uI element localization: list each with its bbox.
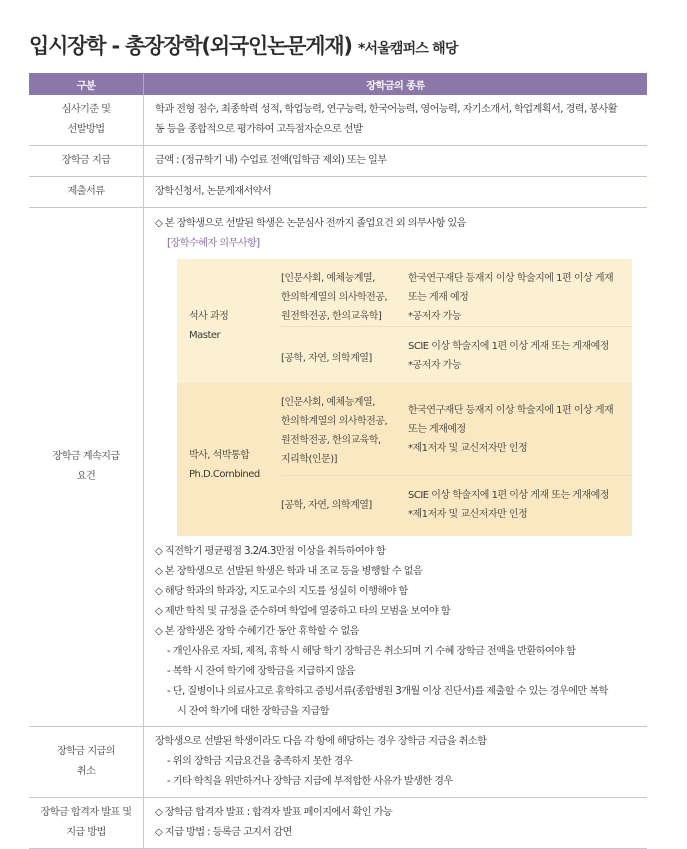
row-label: 제출서류 [29,177,144,208]
condition-item: ◇ 본 장학생은 장학 수혜기간 동안 휴학할 수 없음 [155,626,359,637]
page-title-note: *서울캠퍼스 해당 [357,41,458,57]
page-title [29,30,458,60]
header-scholarship-type: 장학금의 종류 [144,73,648,95]
row-value: ◇ 장학금 합격자 발표 : 합격자 발표 페이지에서 확인 가능 ◇ 지급 방법 : 등록금 고지서 감면 [144,798,648,849]
leave-rule: - 개인사유로 자퇴, 제적, 휴학 시 해당 학기 장학금은 취소되며 기 수혜 장학금 전액을 반환하여야 함 [167,646,576,657]
row-label: 장학금 지급의 취소 [29,727,144,798]
degree-master: 석사 과정 Master [177,259,281,383]
field: [공학, 자연, 의학계열] [281,476,408,537]
table-header-row [29,73,647,95]
row-value: 학과 전형 점수, 최종학력 성적, 학업능력, 연구능력, 한국어능력, 영어능력, 자기소개서, 학업계획서, 경력, 봉사활 동 등을 종합적으로 평가하여 고득점자순으로 선발 [144,95,648,146]
row-label: 장학금 합격자 발표 및 지급 방법 [29,798,144,849]
row-value: 금액 : (정규학기 내) 수업료 전액(입학금 제외) 또는 일부 [144,146,648,177]
field: [인문사회, 예체능계열, 한의학계열의 의사학전공, 원전학전공, 한의교육학] [281,259,408,327]
table-row-continuation [29,208,647,727]
row-label: 장학금 계속지급 요건 [29,208,144,727]
requirement: SCIE 이상 학술지에 1편 이상 게재 또는 게재예정 *공저자 가능 [408,327,632,384]
table-row-cancellation [29,727,647,798]
degree-doctor: 박사, 석박통합 Ph.D.Combined [177,383,281,536]
page-title-main: 입시장학 - 총장장학(외국인논문게재) [29,34,352,58]
obligation-row-master-humanities [177,259,632,327]
row-value: 장학신청서, 논문게재서약서 [144,177,648,208]
table-row-announcement [29,798,647,849]
table-row-payment [29,146,647,177]
field: [인문사회, 예체능계열, 한의학계열의 의사학전공, 원전학전공, 한의교육학, 지리학(인문)] [281,383,408,476]
requirement: 한국연구재단 등재지 이상 학술지에 1편 이상 게재 또는 게재 예정 *공저자 가능 [408,259,632,327]
obligation-heading: [장학수혜자 의무사항] [167,238,260,249]
condition-item: ◇ 제반 학칙 및 규정을 준수하며 학업에 열중하고 타의 모범을 보여야 함 [155,606,451,617]
obligation-row-doctor-humanities [177,383,632,476]
condition-item: ◇ 직전학기 평균평점 3.2/4.3만점 이상을 취득하여야 함 [155,546,386,557]
continuation-intro: ◇ 본 장학생으로 선발된 학생은 논문심사 전까지 졸업요건 외 의무사항 있음 [155,218,466,229]
condition-item: ◇ 해당 학과의 학과장, 지도교수의 지도를 성실히 이행해야 함 [155,586,408,597]
header-category: 구분 [29,73,144,95]
leave-rule: - 복학 시 잔여 학기에 장학금을 지급하지 않음 [167,666,355,677]
requirement: SCIE 이상 학술지에 1편 이상 게재 또는 게재예정 *제1저자 및 교신저자만 인정 [408,476,632,537]
requirement: 한국연구재단 등재지 이상 학술지에 1편 이상 게재 또는 게재예정 *제1저자 및 교신저자만 인정 [408,383,632,476]
field: [공학, 자연, 의학계열] [281,327,408,384]
table-row-selection [29,95,647,146]
obligation-table [177,259,632,536]
row-label: 장학금 지급 [29,146,144,177]
row-value: 장학생으로 선발된 학생이라도 다음 각 항에 해당하는 경우 장학금 지급을 취소함 - 위의 장학금 지급요건을 충족하지 못한 경우 - 기타 학칙을 위반하거나 장학금 지급에 부적합한 사유가 발생한 경우 [144,727,648,798]
row-value [144,208,648,727]
scholarship-table [29,73,647,849]
table-row-documents [29,177,647,208]
condition-item: ◇ 본 장학생으로 선발된 학생은 학과 내 조교 등을 병행할 수 없음 [155,566,423,577]
leave-rule: - 단, 질병이나 의료사고로 휴학하고 증빙서류(종합병원 3개월 이상 진단서)를 제출할 수 있는 경우에만 복학 [167,686,608,697]
row-label: 심사기준 및 선발방법 [29,95,144,146]
leave-rule: 시 잔여 학기에 대한 장학금을 지급함 [177,706,329,717]
